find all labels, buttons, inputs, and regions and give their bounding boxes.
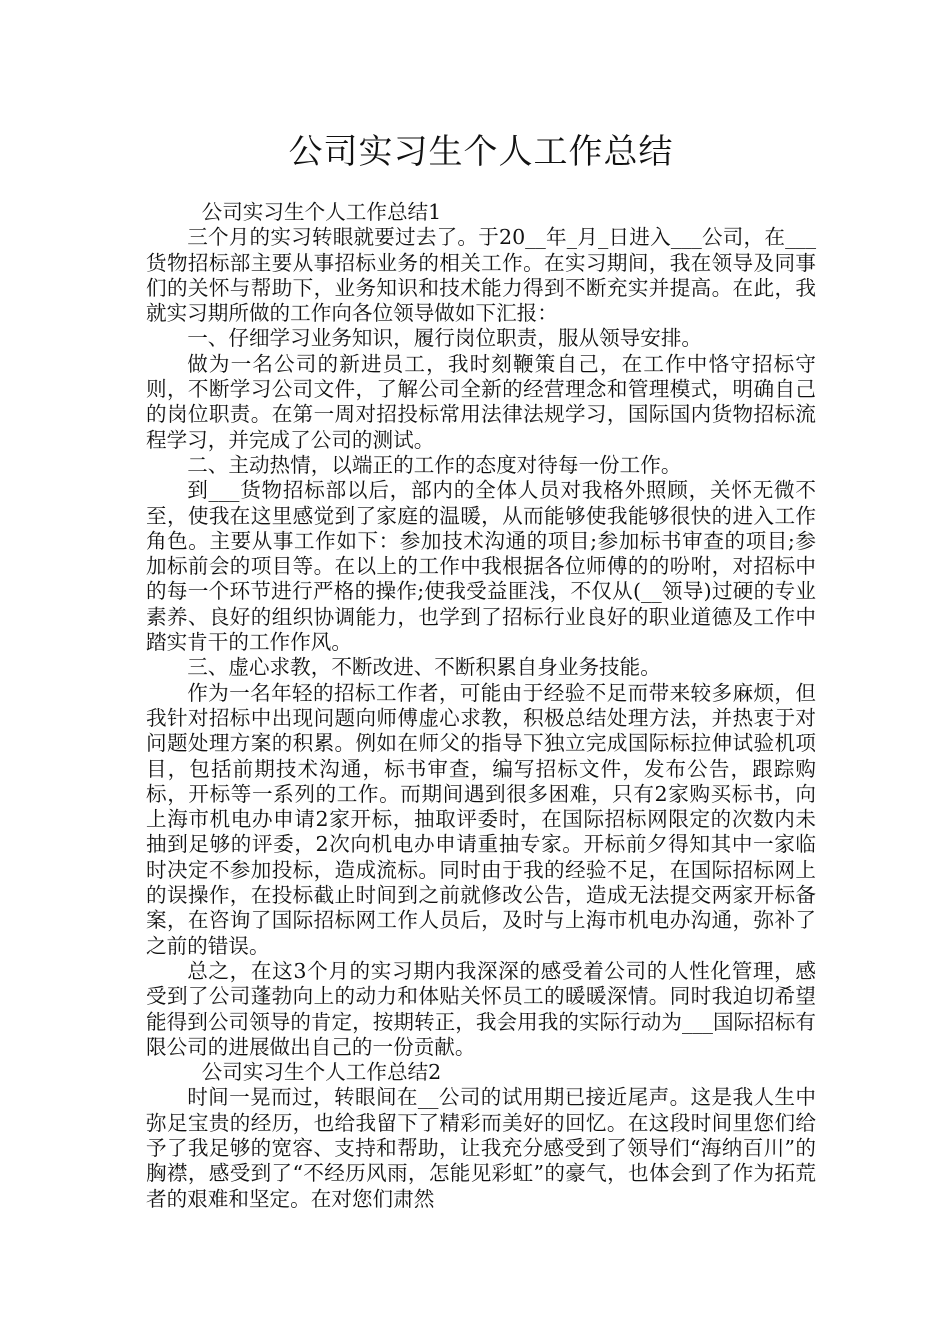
paragraph: 作为一名年轻的招标工作者，可能由于经验不足而带来较多麻烦，但我针对招标中出现问题向师傅虚心求教，积极总结处理方法，并热衷于对问题处理方案的积累。例如在师父的指导下独立完成国际标拉伸试验机项目，包括前期技术沟通，标书审查，编写招标文件，发布公告，跟踪购标，开标等一系列的工作。而期间遇到很多困难，只有2家购买标书，向上海市机电办申请2家开标，抽取评委时，在国际招标网限定的次数内未抽到足够的评委，2次向机电办申请重抽专家。开标前夕得知其中一家临时决定不参加投标，造成流标。同时由于我的经验不足，在国际招标网上的误操作，在投标截止时间到之前就修改公告，造成无法提交两家开标备案，在咨询了国际招标网工作人员后，及时与上海市机电办沟通，弥补了之前的错误。 — [146, 680, 816, 958]
section-heading-1: 公司实习生个人工作总结1 — [201, 200, 442, 224]
paragraph: 二、主动热情，以端正的工作的态度对待每一份工作。 — [187, 452, 682, 477]
document-body — [146, 200, 816, 1212]
paragraph: 一、仔细学习业务知识，履行岗位职责，服从领导安排。 — [187, 326, 703, 351]
paragraph: 做为一名公司的新进员工，我时刻鞭策自己，在工作中恪守招标守则，不断学习公司文件，了解公司全新的经营理念和管理模式，明确自己的岗位职责。在第一周对招投标常用法律法规学习，国际国内货物招标流程学习，并完成了公司的测试。 — [146, 351, 816, 452]
paragraph: 三、虚心求教，不断改进、不断积累自身业务技能。 — [187, 655, 661, 680]
document-title: 公司实习生个人工作总结 — [288, 132, 674, 172]
paragraph: 到___货物招标部以后，部内的全体人员对我格外照顾，关怀无微不至，使我在这里感觉到了家庭的温暖，从而能够使我能够很快的进入工作角色。主要从事工作如下：参加技术沟通的项目;参加标书审查的项目;参加标前会的项目等。在以上的工作中我根据各位师傅的的吩咐，对招标中的每一个环节进行严格的操作;使我受益匪浅，不仅从(__领导)过硬的专业素养、良好的组织协调能力，也学到了招标行业良好的职业道德及工作中踏实肯干的工作作风。 — [146, 478, 816, 655]
paragraph: 时间一晃而过，转眼间在__公司的试用期已接近尾声。这是我人生中弥足宝贵的经历，也给我留下了精彩而美好的回忆。在这段时间里您们给予了我足够的宽容、支持和帮助，让我充分感受到了领导们“海纳百川”的胸襟，感受到了“不经历风雨，怎能见彩虹”的豪气，也体会到了作为拓荒者的艰难和坚定。在对您们肃然 — [146, 1085, 816, 1211]
paragraph: 三个月的实习转眼就要过去了。于20__年_月_日进入___公司，在___货物招标部主要从事招标业务的相关工作。在实习期间，我在领导及同事们的关怀与帮助下，业务知识和技术能力得到不断充实并提高。在此，我就实习期所做的工作向各位领导做如下汇报： — [146, 225, 816, 326]
paragraph: 总之，在这3个月的实习期内我深深的感受着公司的人性化管理，感受到了公司蓬勃向上的动力和体贴关怀员工的暖暖深情。同时我迫切希望能得到公司领导的肯定，按期转正，我会用我的实际行动为___国际招标有限公司的进展做出自己的一份贡献。 — [146, 958, 816, 1059]
section-heading-2: 公司实习生个人工作总结2 — [201, 1060, 442, 1085]
